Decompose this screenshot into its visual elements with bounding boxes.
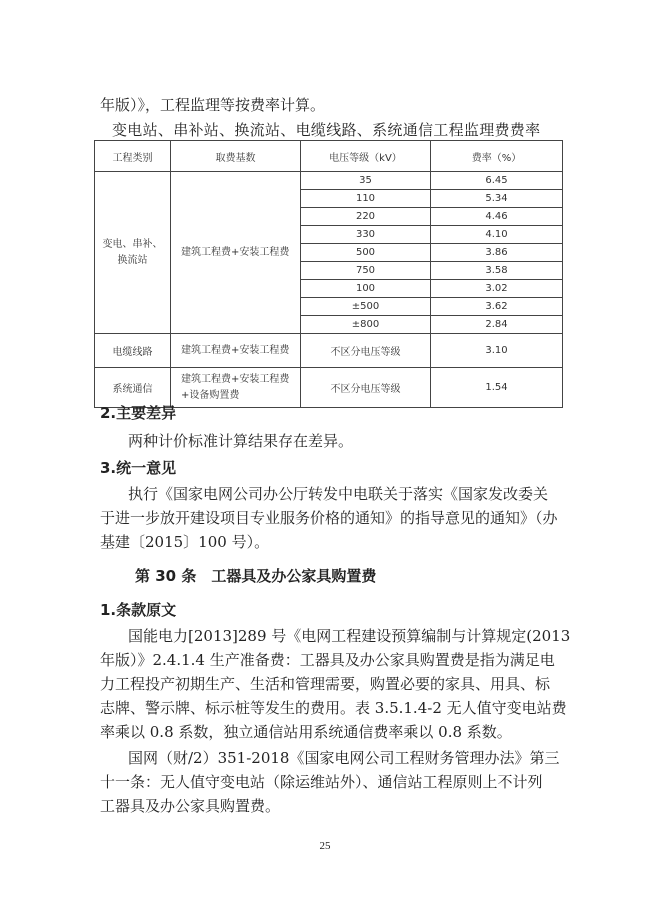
rate-cell: 4.10 xyxy=(431,226,563,244)
page-number: 25 xyxy=(319,840,331,852)
table-row xyxy=(95,334,563,368)
rate-cable: 3.10 xyxy=(431,334,563,368)
article-title: 第 30 条 工器具及办公家具购置费 xyxy=(135,567,377,585)
voltage-cell: 110 xyxy=(301,190,431,208)
table-header-row xyxy=(95,141,563,172)
voltage-cell: ±500 xyxy=(301,298,431,316)
base-substation: 建筑工程费+安装工程费 xyxy=(171,172,301,334)
voltage-cell: 100 xyxy=(301,280,431,298)
voltage-cell: ±800 xyxy=(301,316,431,334)
rate-cell: 3.58 xyxy=(431,262,563,280)
rate-comm: 1.54 xyxy=(431,368,563,408)
rate-cell: 3.86 xyxy=(431,244,563,262)
clause-line: 率乘以 0.8 系数，独立通信站用系统通信费率乘以 0.8 系数。 xyxy=(100,723,512,741)
table-title: 变电站、串补站、换流站、电缆线路、系统通信工程监理费费率 xyxy=(112,121,541,139)
section-heading-differences: 2.主要差异 xyxy=(100,404,177,422)
clause-line: 国能电力[2013]289 号《电网工程建设预算编制与计算规定(2013 xyxy=(128,627,571,645)
section-heading-opinion: 3.统一意见 xyxy=(100,459,177,477)
voltage-cell: 35 xyxy=(301,172,431,190)
rate-cell: 5.34 xyxy=(431,190,563,208)
base-comm: 建筑工程费+安装工程费+设备购置费 xyxy=(171,368,301,408)
opinion-line-3: 基建〔2015〕100 号）。 xyxy=(100,533,270,551)
header-voltage: 电压等级（kV） xyxy=(301,141,431,172)
clause-line: 工器具及办公家具购置费。 xyxy=(100,797,281,815)
clause-line: 年版）》2.4.1.4 生产准备费：工器具及办公家具购置费是指为满足电 xyxy=(100,651,555,669)
table-row xyxy=(95,368,563,408)
table-row xyxy=(95,172,563,190)
header-rate: 费率（%） xyxy=(431,141,563,172)
category-cable: 电缆线路 xyxy=(95,334,171,368)
opinion-line-1: 执行《国家电网公司办公厅转发中电联关于落实《国家发改委关 xyxy=(128,485,549,503)
rate-cell: 3.02 xyxy=(431,280,563,298)
clause-line: 力工程投产初期生产、生活和管理需要，购置必要的家具、用具、标 xyxy=(100,675,551,693)
rate-cell: 4.46 xyxy=(431,208,563,226)
header-base: 取费基数 xyxy=(171,141,301,172)
rate-cell: 3.62 xyxy=(431,298,563,316)
clause-line: 国网（财/2）351-2018《国家电网公司工程财务管理办法》第三 xyxy=(128,749,560,767)
differences-text: 两种计价标准计算结果存在差异。 xyxy=(128,432,354,450)
clause-line: 十一条：无人值守变电站（除运维站外）、通信站工程原则上不计列 xyxy=(100,773,543,791)
voltage-cell: 220 xyxy=(301,208,431,226)
rate-cell: 2.84 xyxy=(431,316,563,334)
section-heading-clause: 1.条款原文 xyxy=(100,601,177,619)
voltage-cable: 不区分电压等级 xyxy=(301,334,431,368)
base-cable: 建筑工程费+安装工程费 xyxy=(171,334,301,368)
voltage-cell: 750 xyxy=(301,262,431,280)
intro-line: 年版）》，工程监理等按费率计算。 xyxy=(100,96,326,114)
header-category: 工程类别 xyxy=(95,141,171,172)
voltage-cell: 330 xyxy=(301,226,431,244)
opinion-line-2: 于进一步放开建设项目专业服务价格的通知》的指导意见的通知》（办 xyxy=(100,509,558,527)
fee-rate-table xyxy=(94,140,563,408)
clause-line: 志牌、警示牌、标示桩等发生的费用。表 3.5.1.4-2 无人值守变电站费 xyxy=(100,699,567,717)
category-substation: 变电、串补、换流站 xyxy=(95,172,171,334)
voltage-cell: 500 xyxy=(301,244,431,262)
category-comm: 系统通信 xyxy=(95,368,171,408)
rate-cell: 6.45 xyxy=(431,172,563,190)
voltage-comm: 不区分电压等级 xyxy=(301,368,431,408)
